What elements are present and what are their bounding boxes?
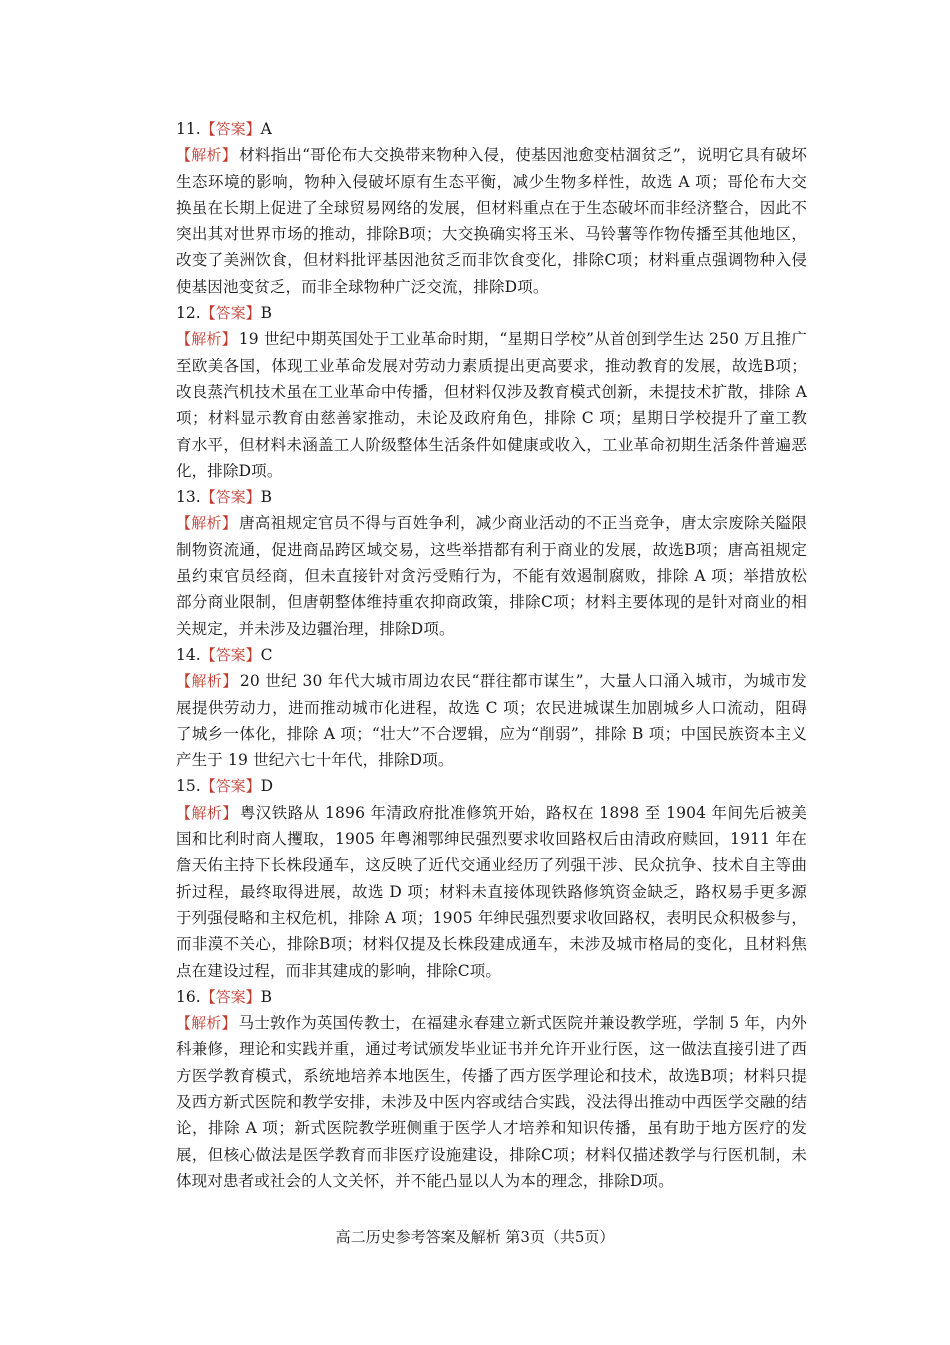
explanation-tag: 【解析】: [176, 146, 238, 165]
answer-tag: 【答案】: [200, 645, 261, 664]
explanation-tag: 【解析】: [176, 514, 238, 533]
question-11-explanation: [176, 142, 807, 300]
explanation-text: 19 世纪中期英国处于工业革命时期，“星期日学校”从首创到学生达 250 万且推广至欧美各国，体现工业革命发展对劳动力素质提出更高要求，推动教育的发展，故选B项；改良蒸汽机技术虽在工业革命中传播，但材料仅涉及教育模式创新，未提技术扩散，排除 A 项；材料显示教育由慈善家推动，未论及政府角色，排除 C 项；星期日学校提升了童工教育水平，但材料未涵盖工人阶级整体生活条件如健康或收入，工业革命初期生活条件普遍恶化，排除D项。: [176, 330, 807, 480]
answer-value: B: [260, 304, 273, 323]
question-16-answer: [176, 984, 807, 1010]
answer-tag: 【答案】: [200, 488, 261, 507]
explanation-text: 马士敦作为英国传教士，在福建永春建立新式医院并兼设教学班，学制 5 年，内外科兼修，理论和实践并重，通过考试颁发毕业证书并允许开业行医，这一做法直接引进了西方医学教育模式，系统地培养本地医生，传播了西方医学理论和技术，故选B项；材料只提及西方新式医院和教学安排，未涉及中医内容或结合实践，没法得出推动中西医学交融的结论，排除 A 项；新式医院教学班侧重于医学人才培养和知识传播，虽有助于地方医疗的发展，但核心做法是医学教育而非医疗设施建设，排除C项；材料仅描述教学与行医机制，未体现对患者或社会的人文关怀，并不能凸显以人为本的理念，排除D项。: [176, 1014, 807, 1190]
question-number: 12.: [176, 304, 201, 323]
question-12-explanation: [176, 326, 807, 484]
explanation-text: 唐高祖规定官员不得与百姓争利，减少商业活动的不正当竞争，唐太宗废除关隘限制物资流通，促进商品跨区域交易，这些举措都有利于商业的发展，故选B项；唐高祖规定虽约束官员经商，但未直接针对贪污受贿行为，不能有效遏制腐败，排除 A 项；举措放松部分商业限制，但唐朝整体维持重农抑商政策，排除C项；材料主要体现的是针对商业的相关规定，并未涉及边疆治理，排除D项。: [176, 514, 808, 638]
question-number: 13.: [176, 488, 201, 507]
explanation-tag: 【解析】: [176, 330, 237, 349]
page-footer: 高二历史参考答案及解析 第3页（共5页）: [335, 1228, 615, 1246]
question-number: 15.: [176, 777, 201, 796]
question-11-answer: [176, 116, 807, 142]
question-number: 11.: [176, 120, 201, 138]
explanation-tag: 【解析】: [176, 803, 238, 822]
explanation-text: 20 世纪 30 年代大城市周边农民“群往都市谋生”，大量人口涌入城市，为城市发展提供劳动力，进而推动城市化进程，故选 C 项；农民进城谋生加剧城乡人口流动，阻碍了城乡一体化，排除 A 项；“壮大”不合逻辑，应为“削弱”，排除 B 项；中国民族资本主义产生于 19 世纪六七十年代，排除D项。: [176, 672, 807, 770]
question-15-answer: [176, 773, 807, 799]
answer-value: B: [260, 488, 273, 507]
explanation-text: 材料指出“哥伦布大交换带来物种入侵，使基因池愈变枯涸贫乏”，说明它具有破坏生态环境的影响，物种入侵破坏原有生态平衡，减少生物多样性，故选 A 项；哥伦布大交换虽在长期上促进了全球贸易网络的发展，但材料重点在于生态破坏而非经济整合，因此不突出其对世界市场的推动，排除B项；大交换确实将玉米、马铃薯等作物传播至其他地区，改变了美洲饮食，但材料批评基因池贫乏而非饮食变化，排除C项；材料重点强调物种入侵使基因池变贫乏，而非全球物种广泛交流，排除D项。: [176, 146, 807, 296]
question-14-explanation: [176, 668, 807, 773]
question-13-explanation: [176, 510, 807, 641]
answer-content: [176, 116, 807, 1194]
question-number: 14.: [176, 645, 201, 664]
explanation-text: 粤汉铁路从 1896 年清政府批准修筑开始，路权在 1898 至 1904 年间先后被美国和比利时商人攫取，1905 年粤湘鄂绅民强烈要求收回路权后由清政府赎回，1911 年在詹天佑主持下长株段通车，这反映了近代交通业经历了列强干涉、民众抗争、技术自主等曲折过程，最终取得进展，故选 D 项；材料未直接体现铁路修筑资金缺乏，路权易手更多源于列强侵略和主权危机，排除 A 项；1905 年绅民强烈要求收回路权，表明民众积极参与，而非漠不关心，排除B项；材料仅提及长株段建成通车，未涉及城市格局的变化，且材料焦点在建设过程，而非其建成的影响，排除C项。: [176, 803, 807, 980]
answer-tag: 【答案】: [200, 777, 261, 796]
question-15-explanation: [176, 800, 807, 984]
answer-tag: 【答案】: [200, 120, 261, 138]
answer-value: D: [260, 777, 274, 796]
explanation-tag: 【解析】: [176, 1014, 237, 1033]
question-13-answer: [176, 484, 807, 510]
answer-tag: 【答案】: [200, 304, 261, 323]
answer-tag: 【答案】: [200, 987, 261, 1006]
answer-value: A: [260, 120, 272, 138]
question-14-answer: [176, 642, 807, 668]
answer-value: B: [260, 987, 273, 1006]
question-12-answer: [176, 300, 807, 326]
answer-value: C: [260, 645, 273, 664]
question-16-explanation: [176, 1010, 807, 1194]
explanation-tag: 【解析】: [176, 672, 238, 691]
question-number: 16.: [176, 987, 201, 1006]
